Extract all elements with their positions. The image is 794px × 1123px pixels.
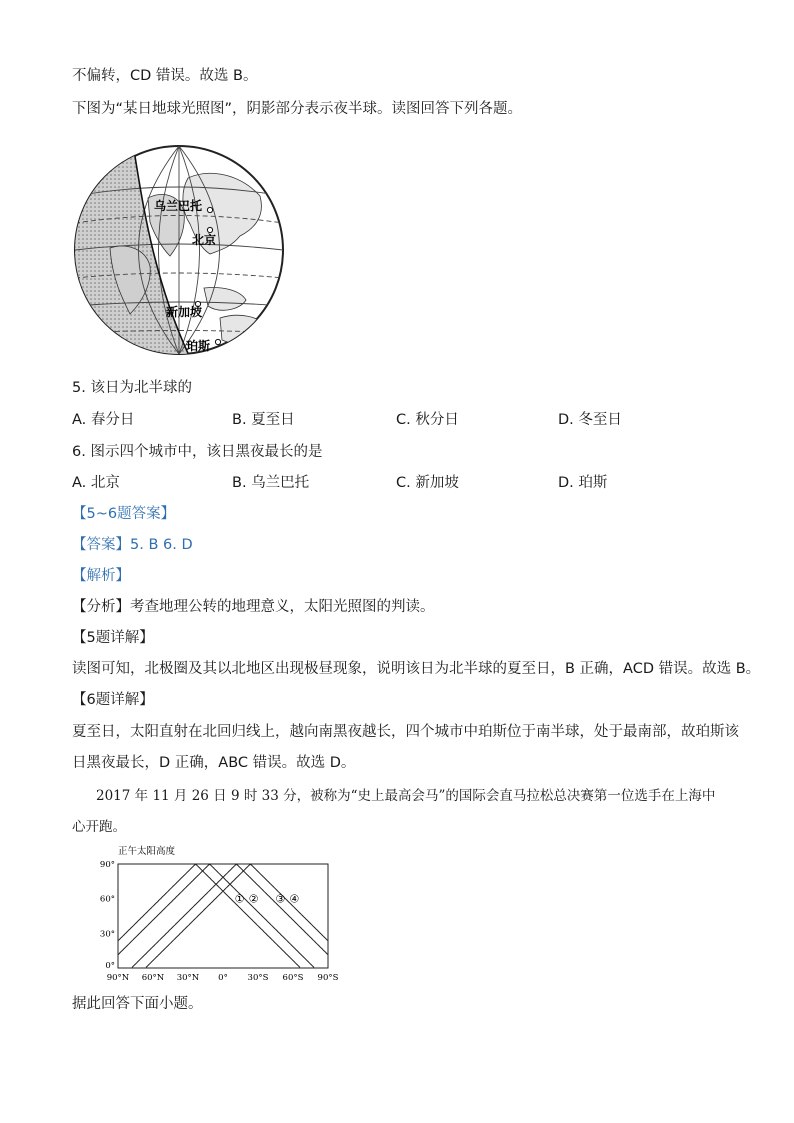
q5-option-a: A. 春分日 <box>72 412 135 428</box>
q5-detail-heading: 【5题详解】 <box>72 630 154 646</box>
closing-line: 据此回答下面小题。 <box>72 996 203 1012</box>
analysis-heading: 【解析】 <box>72 568 130 584</box>
x-tick-label-5: 30°S <box>247 973 269 983</box>
text-line-1: 不偏转，CD 错误。故选 B。 <box>72 68 258 84</box>
x-ticks <box>107 973 339 983</box>
series-label-4: ④ <box>289 892 300 906</box>
y-tick-label-3: 30° <box>99 929 115 940</box>
q6-option-b: B. 乌兰巴托 <box>232 475 310 491</box>
earth-illumination-figure <box>70 138 288 362</box>
series-label-2: ② <box>248 892 259 906</box>
x-tick-label-4: 0° <box>218 973 228 983</box>
q6-detail-heading: 【6题详解】 <box>72 692 154 708</box>
answer-text: 【答案】5. B 6. D <box>72 537 193 553</box>
x-tick-label-1: 90°N <box>106 973 130 983</box>
q6-option-a: A. 北京 <box>72 475 120 491</box>
series-line-4 <box>146 865 328 968</box>
q6-detail-line-1: 夏至日，太阳直射在北回归线上，越向南黑夜越长，四个城市中珀斯位于南半球，处于最南部，故珀斯该 <box>72 724 739 740</box>
x-tick-label-6: 60°S <box>282 973 304 983</box>
australia-landmass <box>220 315 268 343</box>
analysis-summary: 【分析】考查地理公转的地理意义，太阳光照图的判读。 <box>72 599 435 615</box>
y-tick-label-1: 90° <box>99 860 115 870</box>
q5-option-b: B. 夏至日 <box>232 412 295 428</box>
q6-detail-line-2: 日黑夜最长，D 正确，ABC 错误。故选 D。 <box>72 755 356 771</box>
series-line-1 <box>118 865 300 968</box>
chart-title: 正午太阳高度 <box>118 846 176 857</box>
series-label-3: ③ <box>275 892 286 906</box>
y-tick-label-4: 0° <box>105 961 115 971</box>
q5-option-d: D. 冬至日 <box>558 412 622 428</box>
answer-line <box>72 535 193 555</box>
intro-line: 下图为“某日地球光照图”，阴影部分表示夜半球。读图回答下列各题。 <box>72 101 523 117</box>
q5-option-c: C. 秋分日 <box>396 412 459 428</box>
x-tick-label-2: 60°N <box>141 973 165 983</box>
question-5: 5. 该日为北半球的 <box>72 380 192 396</box>
city-label-ulaanbaatar: 乌兰巴托 <box>154 199 203 213</box>
passage-line-1: 2017 年 11 月 26 日 9 时 33 分，被称为“史上最高会马”的国际会直马拉松总决赛第一位选手在上海中 <box>96 788 716 804</box>
answer-heading: 【5~6题答案】 <box>72 506 176 522</box>
city-label-singapore: 新加坡 <box>166 305 203 319</box>
perth-marker <box>215 339 220 344</box>
x-tick-label-7: 90°S <box>317 973 339 983</box>
beijing-marker <box>207 227 212 232</box>
x-tick-label-3: 30°N <box>176 973 200 983</box>
series-group <box>118 865 328 968</box>
plot-frame <box>118 864 328 968</box>
series-label-1: ① <box>234 892 245 906</box>
q6-option-d: D. 珀斯 <box>558 475 608 491</box>
q6-option-c: C. 新加坡 <box>396 475 459 491</box>
q5-detail: 读图可知，北极圈及其以北地区出现极昼现象，说明该日为北半球的夏至日，B 正确，ACD 错误。故选 B。 <box>72 661 761 677</box>
noon-sun-altitude-chart <box>96 842 346 984</box>
passage-line-2: 心开跑。 <box>72 819 126 835</box>
question-6: 6. 图示四个城市中，该日黑夜最长的是 <box>72 444 323 460</box>
y-ticks <box>100 860 115 971</box>
city-label-beijing: 北京 <box>192 233 217 247</box>
y-tick-label-2: 60° <box>99 894 115 905</box>
city-label-perth: 珀斯 <box>186 339 211 353</box>
ulaanbaatar-marker <box>207 207 212 212</box>
